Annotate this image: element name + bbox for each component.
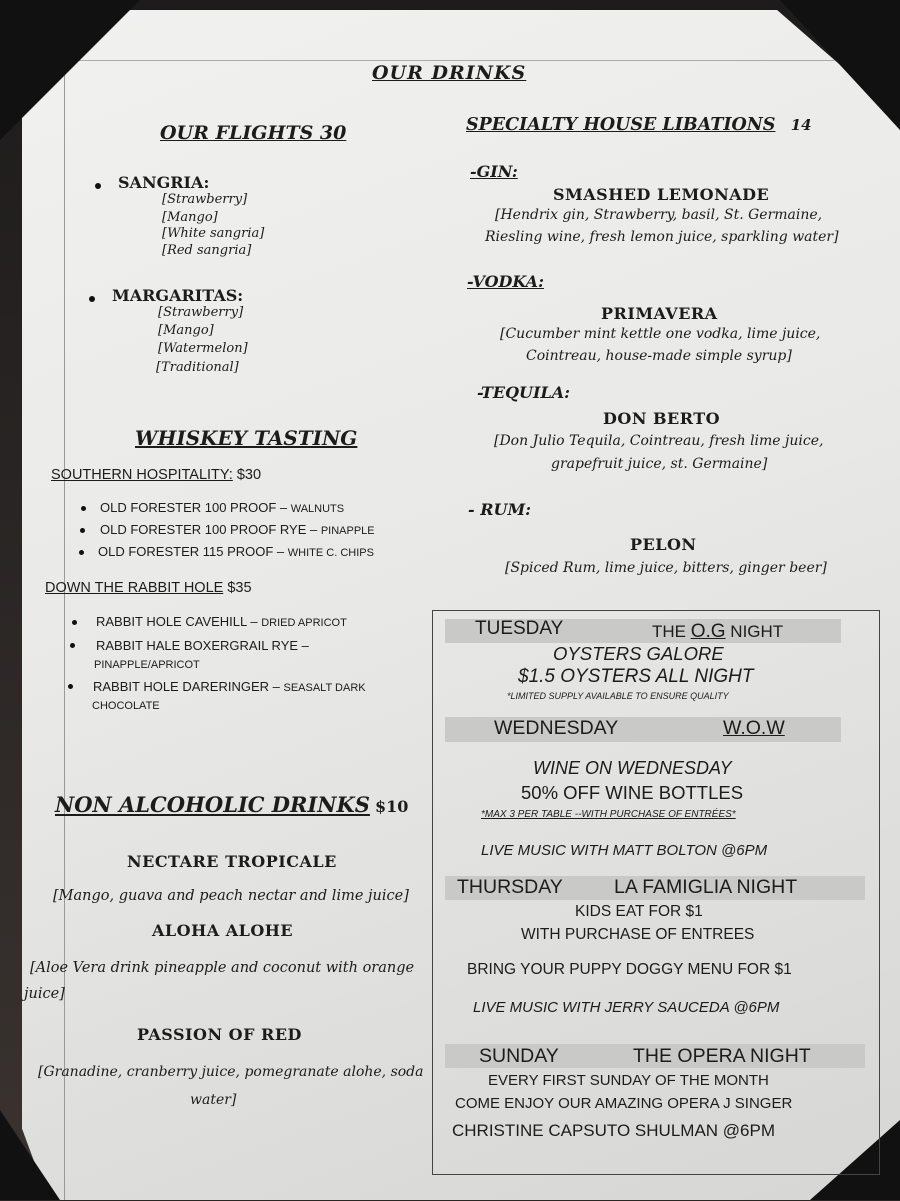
flights-heading: OUR FLIGHTS 30 bbox=[160, 122, 347, 144]
event-line: BRING YOUR PUPPY DOGGY MENU FOR $1 bbox=[467, 961, 792, 978]
cocktail-description: [Hendrix gin, Strawberry, basil, St. Germaine, bbox=[495, 207, 823, 223]
event-title: THE O.G NIGHT bbox=[652, 621, 784, 642]
flight-name: SANGRIA: bbox=[118, 173, 210, 192]
whiskey-item: RABBIT HOLE DARERINGER – SEASALT DARK bbox=[93, 679, 366, 694]
drink-description: juice] bbox=[24, 986, 65, 1002]
flight-flavor: [Mango] bbox=[158, 323, 214, 338]
whiskey-item: RABBIT HALE BOXERGRAIL RYE – bbox=[96, 638, 309, 653]
event-title: W.O.W bbox=[723, 717, 785, 739]
cocktail-name: SMASHED LEMONADE bbox=[553, 185, 770, 204]
bullet-icon bbox=[70, 643, 75, 648]
spirit-label: -VODKA: bbox=[467, 272, 544, 291]
whiskey-item: OLD FORESTER 115 PROOF – WHITE C. CHIPS bbox=[98, 544, 374, 559]
cocktail-description: Cointreau, house-made simple syrup] bbox=[526, 348, 792, 364]
drink-name: PASSION OF RED bbox=[137, 1025, 302, 1044]
event-line: WITH PURCHASE OF ENTREES bbox=[521, 926, 755, 943]
flight-flavor: [White sangria] bbox=[162, 226, 265, 241]
event-day: SUNDAY bbox=[479, 1045, 559, 1067]
flight-flavor: [Mango] bbox=[162, 210, 218, 225]
cocktail-description: Riesling wine, fresh lemon juice, sparkling water] bbox=[485, 229, 839, 245]
drink-description: [Aloe Vera drink pineapple and coconut with orange bbox=[30, 960, 415, 976]
whiskey-item: RABBIT HOLE CAVEHILL – DRIED APRICOT bbox=[96, 614, 347, 629]
bullet-icon bbox=[68, 684, 73, 689]
specialty-heading: SPECIALTY HOUSE LIBATIONS 14 bbox=[466, 115, 812, 135]
bullet-icon bbox=[95, 183, 101, 189]
flight-flavor: [Traditional] bbox=[156, 360, 239, 375]
bullet-icon bbox=[81, 506, 86, 511]
event-line: COME ENJOY OUR AMAZING OPERA J SINGER bbox=[455, 1095, 793, 1112]
cocktail-name: PELON bbox=[630, 535, 697, 554]
cocktail-description: [Cucumber mint kettle one vodka, lime juice, bbox=[500, 326, 821, 342]
drink-name: ALOHA ALOHE bbox=[152, 921, 294, 940]
flight-flavor: [Watermelon] bbox=[158, 341, 248, 356]
whiskey-heading: WHISKEY TASTING bbox=[135, 426, 358, 450]
event-line: 50% OFF WINE BOTTLES bbox=[521, 782, 744, 803]
event-line: CHRISTINE CAPSUTO SHULMAN @6PM bbox=[452, 1121, 775, 1140]
cocktail-name: DON BERTO bbox=[603, 409, 721, 428]
event-music: LIVE MUSIC WITH JERRY SAUCEDA @6PM bbox=[473, 999, 780, 1016]
drink-description: [Granadine, cranberry juice, pomegranate alohe, soda bbox=[38, 1064, 424, 1080]
bullet-icon bbox=[89, 296, 95, 302]
spirit-label: -GIN: bbox=[470, 162, 518, 181]
spirit-label: -TEQUILA: bbox=[477, 383, 571, 402]
drink-description: water] bbox=[190, 1092, 237, 1108]
flight-flavor: [Strawberry] bbox=[162, 192, 248, 207]
cocktail-description: grapefruit juice, st. Germaine] bbox=[551, 456, 768, 472]
event-line: WINE ON WEDNESDAY bbox=[533, 758, 732, 778]
event-day: WEDNESDAY bbox=[494, 717, 619, 739]
cocktail-description: [Don Julio Tequila, Cointreau, fresh lime juice, bbox=[494, 433, 824, 449]
cocktail-description: [Spiced Rum, lime juice, bitters, ginger beer] bbox=[505, 560, 827, 576]
whiskey-item: OLD FORESTER 100 PROOF RYE – PINAPPLE bbox=[100, 522, 375, 537]
spirit-label: - RUM: bbox=[468, 500, 532, 519]
event-line: EVERY FIRST SUNDAY OF THE MONTH bbox=[488, 1072, 769, 1089]
event-note: *MAX 3 PER TABLE --WITH PURCHASE OF ENTRÉES* bbox=[481, 809, 736, 820]
drink-name: NECTARE TROPICALE bbox=[127, 852, 337, 871]
bullet-icon bbox=[72, 620, 77, 625]
event-title: THE OPERA NIGHT bbox=[633, 1045, 811, 1067]
event-day: TUESDAY bbox=[475, 618, 564, 639]
bullet-icon bbox=[79, 550, 84, 555]
bullet-icon bbox=[80, 528, 85, 533]
event-day: THURSDAY bbox=[457, 876, 563, 898]
non-alcoholic-heading: NON ALCOHOLIC DRINKS $10 bbox=[55, 792, 409, 817]
whiskey-item-note: PINAPPLE/APRICOT bbox=[94, 659, 200, 671]
drink-description: [Mango, guava and peach nectar and lime juice] bbox=[53, 888, 409, 904]
flight-flavor: [Red sangria] bbox=[162, 243, 252, 258]
event-line: KIDS EAT FOR $1 bbox=[575, 903, 703, 920]
page-title: OUR DRINKS bbox=[372, 62, 527, 84]
cocktail-name: PRIMAVERA bbox=[601, 304, 718, 323]
event-line: OYSTERS GALORE bbox=[553, 643, 724, 664]
whiskey-item: OLD FORESTER 100 PROOF – WALNUTS bbox=[100, 500, 345, 515]
event-note: *LIMITED SUPPLY AVAILABLE TO ENSURE QUALITY bbox=[507, 691, 729, 701]
flight-flavor: [Strawberry] bbox=[158, 305, 244, 320]
whiskey-item-note: CHOCOLATE bbox=[92, 700, 160, 712]
event-line: $1.5 OYSTERS ALL NIGHT bbox=[518, 666, 754, 687]
whiskey-flight-title: SOUTHERN HOSPITALITY: $30 bbox=[51, 467, 262, 483]
event-title: LA FAMIGLIA NIGHT bbox=[614, 876, 798, 898]
flight-name: MARGARITAS: bbox=[112, 286, 244, 305]
event-music: LIVE MUSIC WITH MATT BOLTON @6PM bbox=[481, 842, 768, 859]
whiskey-flight-title: DOWN THE RABBIT HOLE $35 bbox=[45, 580, 252, 596]
